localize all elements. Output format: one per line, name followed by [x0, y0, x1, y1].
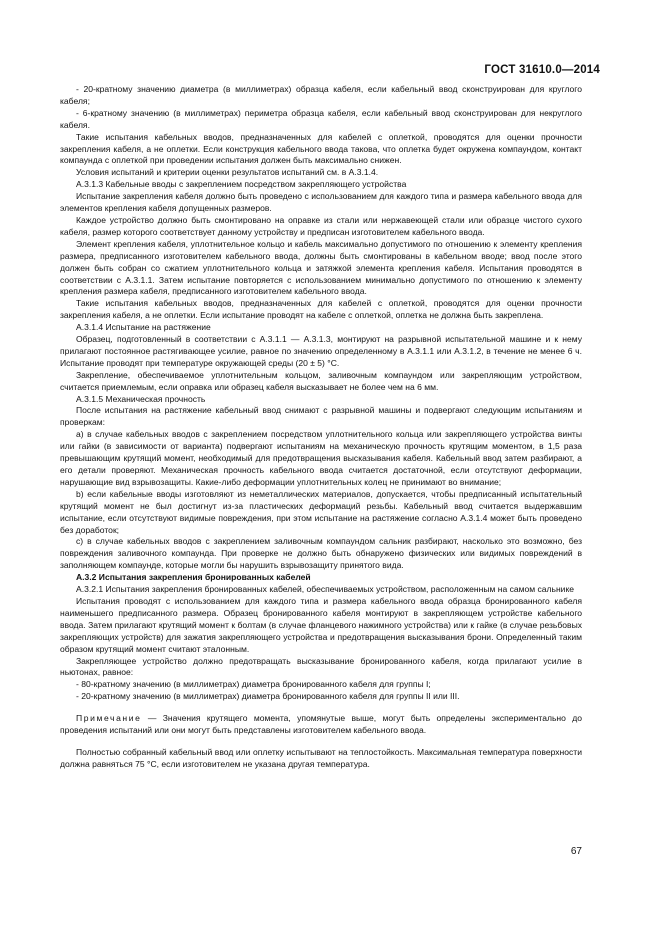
note — [60, 713, 582, 737]
section-a314-heading: А.3.1.4 Испытание на растяжение — [76, 322, 211, 333]
section-a313-heading: А.3.1.3 Кабельные вводы с закреплением посредством закрепляющего устройства — [76, 179, 407, 190]
paragraph-23: - 20-кратному значению (в миллиметрах) диаметра бронированного кабеля для группы II или III. — [76, 691, 460, 702]
paragraph-20: Испытания проводят с использованием для каждого типа и размера кабельного ввода образца бронированного кабеля наименьшего предписанного размера. Образец бронированного кабеля монтируют в закрепляющем устройстве кабельного ввода. Затем прилагают крутящий момент к болтам (в случае фланцевого нажимного устройства) или к гайке (в случае резьбовых закрепляющих устройств) для зажатия закрепляющего устройства и предотвращения высказывания брони. Определенный таким образом крутящий момент считают эталонным. — [60, 595, 582, 654]
paragraph-9: Такие испытания кабельных вводов, предназначенных для кабелей с оплеткой, проводятся для оценки прочности закрепления кабеля, а не оплетки. Если испытание проводят на кабеле с оплеткой, оплетка не должна быть закреплена. — [60, 298, 582, 321]
paragraph-4: Условия испытаний и критерии оценки результатов испытаний см. в А.3.1.4. — [76, 167, 379, 178]
paragraph-21: Закрепляющее устройство должно предотвращать высказывание бронированного кабеля, когда прилагают усилие в ньютонах, равное: — [60, 655, 582, 678]
section-a315-heading: А.3.1.5 Механическая прочность — [76, 393, 206, 404]
section-a32-heading: А.3.2 Испытания закрепления бронированных кабелей — [76, 572, 311, 583]
standard-header: ГОСТ 31610.0—2014 — [484, 64, 600, 76]
paragraph-12: Закрепление, обеспечиваемое уплотнительным кольцом, заливочным компаундом или закрепляющим устройством, считается приемлемым, если оправка или образец кабеля высказывает не более чем на 6 мм. — [60, 369, 582, 392]
page-number: 67 — [570, 846, 582, 857]
note-text: — Значения крутящего момента, упомянутые выше, могут быть определены экспериментально до проведения испытаний или они могут быть представлены изготовителем кабельного ввода. — [60, 713, 582, 736]
document-body — [60, 84, 582, 771]
paragraph-25: Полностью собранный кабельный ввод или оплетку испытывают на теплостойкость. Максимальная температура поверхности должна равняться 75 °С, если изготовителем не указана другая температура. — [60, 746, 582, 769]
list-item-c: c) в случае кабельных вводов с закреплением заливочным компаундом сальник разбирают, насколько это возможно, без повреждения заливочного компаунда. При проверке не должно быть обнаружено физических или видимых повреждений в заполняющем компаунде, которые могли бы нарушить взрывозащиту принятого вида. — [60, 536, 582, 571]
paragraph-1: - 20-кратному значению диаметра (в миллиметрах) образца кабеля, если кабельный ввод сконструирован для круглого кабеля; — [60, 84, 582, 106]
paragraph-22: - 80-кратному значению (в миллиметрах) диаметра бронированного кабеля для группы I; — [76, 679, 431, 690]
paragraph-6: Испытание закрепления кабеля должно быть проведено с использованием для каждого типа и размера кабельного ввода для элементов крепления кабеля допущенных размеров. — [60, 191, 582, 214]
paragraph-11: Образец, подготовленный в соответствии с А.3.1.1 — А.3.1.3, монтируют на разрывной испытательной машине и к нему прилагают постоянное растягивающее усилие, равное по значению определенному в А.3.1.1 или А.3.1.2, в течение не менее 6 ч. Испытание проводят при температуре окружающей среды (20 ± 5) °С. — [60, 334, 582, 368]
paragraph-3: Такие испытания кабельных вводов, предназначенных для кабелей с оплеткой, проводятся для оценки прочности закрепления кабеля, а не оплетки. Если конструкция кабельного ввода такова, что оплетка будет окружена компаундом, контакт компаунда с оплеткой при проведении испытания должен быть максимально снижен. — [60, 131, 582, 166]
note-label: Примечание — [76, 713, 142, 724]
paragraph-19: А.3.2.1 Испытания закрепления бронированных кабелей, обеспечиваемых устройством, расположенным на самом сальнике — [76, 584, 575, 595]
list-item-a: a) в случае кабельных вводов с закреплением посредством уплотнительного кольца или закрепляющего устройства винты или гайки (в зависимости от варианта) подвергают испытаниям на механическую прочность крутящим моментом, в 1,5 раза превышающим крутящий момент, необходимый для предотвращения высказывания кабеля. Кабельный ввод затем разбирают, а его детали проверяют. Механическая прочность кабельного ввода считается достаточной, если отсутствуют деформации, нарушающие вид взрывозащиты. Какие-либо деформации уплотнительных колец не принимают во внимание; — [60, 429, 582, 487]
list-item-b: b) если кабельные вводы изготовляют из неметаллических материалов, допускается, чтобы предписанный испытательный крутящий момент не был достигнут из-за пластических деформаций резьбы. Кабельный ввод считается выдержавшим испытание, если отсутствуют видимые повреждения, при этом испытание на растяжение согласно А.3.1.4 может быть проведено без доработок; — [60, 488, 582, 535]
paragraph-2: - 6-кратному значению (в миллиметрах) периметра образца кабеля, если кабельный ввод сконструирован для некруглого кабеля. — [60, 107, 582, 130]
paragraph-7: Каждое устройство должно быть смонтировано на оправке из стали или нержавеющей стали или образце чистого сухого кабеля, размер которого соответствует данному устройству и предписан изготовителем кабельного ввода. — [60, 214, 582, 237]
paragraph-8: Элемент крепления кабеля, уплотнительное кольцо и кабель максимально допустимого по отношению к элементу крепления размера, предписанного изготовителем кабельного ввода, должны быть смонтированы в кабельном вводе; ввод после этого должен быть собран со сжатием уплотнительного кольца и затяжкой элемента крепления кабеля. Испытания проводятся в соответствии с А.3.1.1. Затем испытание повторяется с использованием минимально допустимого по отношению к элементу крепления размера кабеля, предписанного изготовителем кабельного ввода. — [60, 238, 582, 297]
paragraph-14: После испытания на растяжение кабельный ввод снимают с разрывной машины и подвергают следующим испытаниям и проверкам: — [60, 405, 582, 428]
